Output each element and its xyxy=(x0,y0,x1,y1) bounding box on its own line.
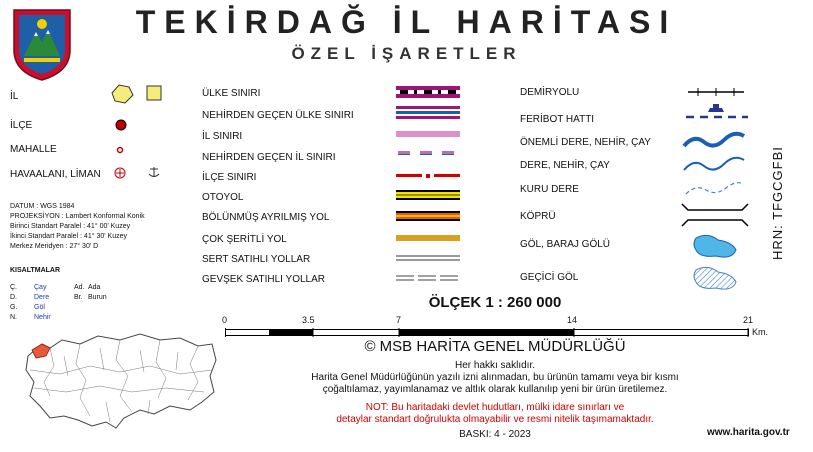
map-title: TEKİRDAĞ İL HARİTASI xyxy=(135,4,678,40)
copyright: © MSB HARİTA GENEL MÜDÜRLÜĞÜ xyxy=(364,338,626,355)
scale-tick-3-5: 3.5 xyxy=(302,315,315,325)
legend-major-river-label: ÖNEMLİ DERE, NEHİR, ÇAY xyxy=(520,137,651,148)
scale-unit: Km. xyxy=(752,327,769,337)
scale-tick-21: 21 xyxy=(743,315,754,325)
legend-district-border-label: İLÇE SINIRI xyxy=(202,172,257,183)
abbreviations-list: Ç. Çay Ad. Ada D. Dere Br. Burun G. Göl N. Nehir xyxy=(10,284,107,321)
hrn-code: HRN: TFGCGFBI xyxy=(770,146,785,260)
legend-bridge-label: KÖPRÜ xyxy=(520,211,556,222)
legend-province-border-label: İL SINIRI xyxy=(202,131,243,142)
scale-tick-7: 7 xyxy=(396,315,402,325)
airport-icon xyxy=(113,166,127,185)
edition: BASKI: 4 - 2023 xyxy=(459,429,531,440)
line-symbols-right xyxy=(680,80,750,300)
legend-river-country-border-label: NEHİRDEN GEÇEN ÜLKE SINIRI xyxy=(202,110,354,121)
map-subtitle: ÖZEL İŞARETLER xyxy=(291,44,522,63)
province-symbol-icon xyxy=(109,83,165,110)
legend-lake-label: GÖL, BARAJ GÖLÜ xyxy=(520,239,611,250)
disclaimer-note: NOT: Bu haritadaki devlet hudutları, mülki idare sınırları ve detaylar standart doğrulukta olmayabilir ve resmi nitelik taşımamaktadır. xyxy=(336,402,654,425)
website-link[interactable]: www.harita.gov.tr xyxy=(707,427,790,438)
scale-tick-0: 0 xyxy=(222,315,228,325)
legend-unpaved-road-label: GEVŞEK SATIHLI YOLLAR xyxy=(202,274,326,285)
legend-mahalle-label: MAHALLE xyxy=(10,144,57,155)
legend-ferry-label: FERİBOT HATTI xyxy=(520,114,595,125)
rights-text: Her hakkı saklıdır. Harita Genel Müdürlüğünün yazılı izni alınmadan, bu ürünün tamamı veya bir kısmı çoğaltılamaz, yayımlanamaz ve altlık olarak kullanılıp yeni bir ürün üretilemez. xyxy=(311,360,679,395)
abbreviations-title: KISALTMALAR xyxy=(10,267,61,274)
legend-il-label: İL xyxy=(10,91,19,102)
port-anchor-icon xyxy=(147,165,161,184)
legend-temporary-lake-label: GEÇİCİ GÖL xyxy=(520,272,579,283)
district-symbol-icon xyxy=(115,119,129,138)
legend-river-province-border-label: NEHİRDEN GEÇEN İL SINIRI xyxy=(202,152,336,163)
legend-motorway-label: OTOYOL xyxy=(202,192,244,203)
turkey-locator-map xyxy=(20,326,220,446)
legend-river-label: DERE, NEHİR, ÇAY xyxy=(520,160,610,171)
legend-multilane-road-label: ÇOK ŞERİTLİ YOL xyxy=(202,234,287,245)
legend-paved-road-label: SERT SATIHLI YOLLAR xyxy=(202,254,311,265)
legend-dry-stream-label: KURU DERE xyxy=(520,184,579,195)
legend-divided-road-label: BÖLÜNMÜŞ AYRILMIŞ YOL xyxy=(202,212,330,223)
legend-country-border-label: ÜLKE SINIRI xyxy=(202,88,261,99)
legend-railway-label: DEMİRYOLU xyxy=(520,87,580,98)
datum-block: DATUM : WGS 1984 PROJEKSİYON : Lambert Konformal Konik Birinci Standart Paralel : 41° 00' Kuzey İkinci Standart Paralel : 41° 30' Kuzey Merkez Meridyen : 27° 30' D xyxy=(10,203,145,250)
legend-ilce-label: İLÇE xyxy=(10,120,33,131)
scale-title: ÖLÇEK 1 : 260 000 xyxy=(428,294,562,311)
line-symbols-middle xyxy=(394,82,464,297)
scale-tick-14: 14 xyxy=(567,315,578,325)
legend-havaalani-label: HAVAALANI, LİMAN xyxy=(10,169,101,180)
neighbourhood-symbol-icon xyxy=(116,143,126,161)
